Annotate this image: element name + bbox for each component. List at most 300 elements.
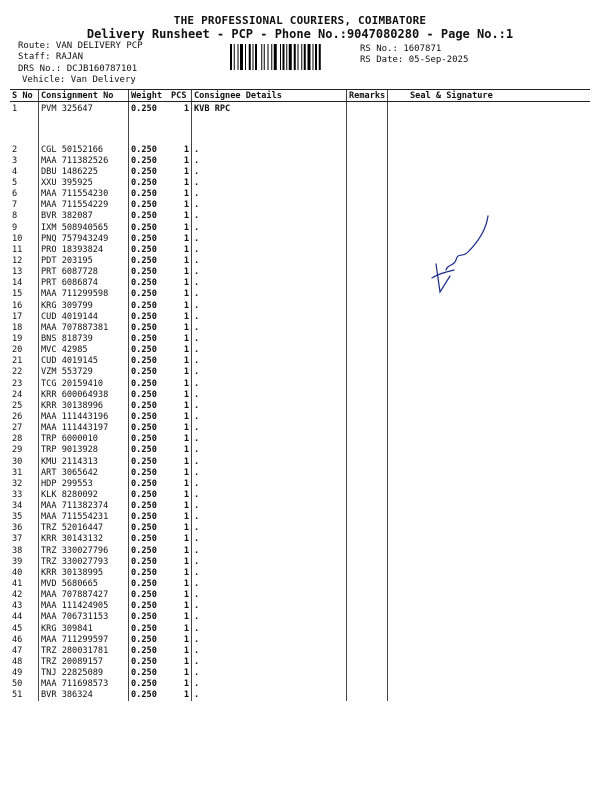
table-row (10, 177, 590, 188)
row-remarks (347, 668, 388, 679)
table-row (10, 601, 590, 612)
row-consignment: TRP 6000010 (39, 434, 129, 445)
row-consignment: MAA 707887381 (39, 322, 129, 333)
row-seal (388, 656, 591, 667)
row-consignee: . (192, 155, 347, 166)
row-sno: 42 (12, 590, 23, 601)
row-weight: 0.250 (129, 322, 170, 333)
row-consignee: . (192, 501, 347, 512)
row-seal (388, 567, 591, 578)
row-consignment: IXM 508940565 (39, 222, 129, 233)
row-seal (388, 144, 591, 155)
row-sno: 40 (12, 567, 23, 578)
row-weight: 0.250 (129, 668, 170, 679)
row-pcs: 1 (183, 400, 189, 411)
row-seal (388, 668, 591, 679)
row-pcs: 1 (183, 104, 189, 114)
row-consignee: . (192, 423, 347, 434)
row-weight: 0.250 (129, 645, 170, 656)
row-consignment: MAA 711554229 (39, 200, 129, 211)
row-sno: 24 (12, 389, 23, 400)
row-sno: 8 (12, 211, 18, 222)
row-consignment: TRZ 330027793 (39, 556, 129, 567)
row-remarks (347, 445, 388, 456)
row-consignment: DBU 1486225 (39, 166, 129, 177)
row-consignee: . (192, 523, 347, 534)
row-pcs: 1 (183, 278, 189, 289)
row-seal (388, 634, 591, 645)
row-consignee: . (192, 478, 347, 489)
table-row (10, 367, 590, 378)
row-consignee: . (192, 311, 347, 322)
row-sno: 23 (12, 378, 23, 389)
row-sno: 45 (12, 623, 23, 634)
row-seal (388, 200, 591, 211)
row-consignment: HDP 299553 (39, 478, 129, 489)
row-weight: 0.250 (129, 211, 170, 222)
row-consignment: MVC 42985 (39, 345, 129, 356)
row-sno: 21 (12, 356, 23, 367)
row-consignee: . (192, 189, 347, 200)
row-pcs: 1 (183, 690, 189, 701)
row-consignment: TRZ 330027796 (39, 545, 129, 556)
row-weight: 0.250 (129, 244, 170, 255)
row-pcs: 1 (183, 389, 189, 400)
row-pcs: 1 (183, 645, 189, 656)
table-row (10, 523, 590, 534)
row-sno: 47 (12, 645, 23, 656)
row-remarks (347, 434, 388, 445)
row-consignee: . (192, 255, 347, 266)
row-consignment: TRP 9013928 (39, 445, 129, 456)
table-row (10, 311, 590, 322)
row-seal (388, 445, 591, 456)
row-sno: 26 (12, 411, 23, 422)
row-weight: 0.250 (129, 567, 170, 578)
row-weight: 0.250 (129, 400, 170, 411)
row-seal (388, 545, 591, 556)
row-consignment: PRO 18393824 (39, 244, 129, 255)
row-seal (388, 411, 591, 422)
row-weight: 0.250 (129, 501, 170, 512)
table-row (10, 423, 590, 434)
row-consignment: KRR 30138996 (39, 400, 129, 411)
row-consignee: . (192, 590, 347, 601)
row-sno: 31 (12, 467, 23, 478)
staff-label: Staff: RAJAN (18, 52, 84, 62)
row-seal (388, 534, 591, 545)
row-seal (388, 489, 591, 500)
row-consignee: . (192, 166, 347, 177)
row-sno: 12 (12, 255, 23, 266)
row-pcs: 1 (183, 634, 189, 645)
row-consignment: CGL 50152166 (39, 144, 129, 155)
row-seal (388, 434, 591, 445)
row-remarks (347, 356, 388, 367)
row-pcs: 1 (183, 668, 189, 679)
table-row (10, 345, 590, 356)
row-consignee: . (192, 411, 347, 422)
table-row (10, 612, 590, 623)
row-consignee: . (192, 356, 347, 367)
row-remarks (347, 333, 388, 344)
row-consignee: . (192, 690, 347, 701)
row-consignee: . (192, 367, 347, 378)
row-sno: 32 (12, 478, 23, 489)
row-remarks (347, 567, 388, 578)
row-consignee: . (192, 445, 347, 456)
row-remarks (347, 523, 388, 534)
row-remarks (347, 578, 388, 589)
row-pcs: 1 (183, 311, 189, 322)
row-weight: 0.250 (129, 378, 170, 389)
barcode-image (230, 44, 356, 70)
row-weight: 0.250 (129, 612, 170, 623)
row-consignment: PDT 203195 (39, 255, 129, 266)
row-seal (388, 311, 591, 322)
row-pcs: 1 (183, 244, 189, 255)
row-consignee: . (192, 244, 347, 255)
row-consignment: BVR 382087 (39, 211, 129, 222)
row-consignee: . (192, 211, 347, 222)
row-consignee: . (192, 534, 347, 545)
table-row (10, 233, 590, 244)
row-pcs: 1 (183, 478, 189, 489)
row-consignee: . (192, 668, 347, 679)
row-remarks (347, 155, 388, 166)
row-consignment: PRT 6087728 (39, 267, 129, 278)
row-consignment: KRG 309841 (39, 623, 129, 634)
row-remarks (347, 556, 388, 567)
drs-number: DRS No.: DCJB160787101 (18, 64, 138, 74)
row-seal (388, 166, 591, 177)
row-pcs: 1 (183, 356, 189, 367)
row-sno: 5 (12, 177, 18, 188)
row-seal (388, 578, 591, 589)
row-pcs: 1 (183, 322, 189, 333)
row-consignment: PVM 325647 (39, 102, 129, 145)
row-sno: 37 (12, 534, 23, 545)
row-consignment: KRG 309799 (39, 300, 129, 311)
row-remarks (347, 189, 388, 200)
row-pcs: 1 (183, 523, 189, 534)
row-consignment: PRT 6086874 (39, 278, 129, 289)
row-weight: 0.250 (129, 222, 170, 233)
row-seal (388, 400, 591, 411)
row-consignment: MAA 711554230 (39, 189, 129, 200)
table-header-row (10, 90, 590, 102)
row-seal (388, 367, 591, 378)
row-consignment: CUD 4019144 (39, 311, 129, 322)
table-row (10, 400, 590, 411)
table-row (10, 467, 590, 478)
row-remarks (347, 456, 388, 467)
row-consignment: TCG 20159410 (39, 378, 129, 389)
row-weight: 0.250 (129, 623, 170, 634)
row-consignee: . (192, 556, 347, 567)
row-weight: 0.250 (129, 367, 170, 378)
row-seal (388, 690, 591, 701)
row-consignee: KVB RPC (192, 102, 347, 145)
row-sno: 7 (12, 200, 18, 211)
row-pcs: 1 (183, 222, 189, 233)
row-weight: 0.250 (129, 690, 170, 701)
col-weight: Weight (129, 90, 170, 102)
row-sno: 48 (12, 657, 23, 668)
row-remarks (347, 623, 388, 634)
row-remarks (347, 534, 388, 545)
handwritten-signature (428, 212, 498, 302)
row-consignment: MAA 707887427 (39, 590, 129, 601)
row-consignment: MAA 711382526 (39, 155, 129, 166)
row-pcs: 1 (183, 623, 189, 634)
row-pcs: 1 (183, 233, 189, 244)
row-pcs: 1 (183, 534, 189, 545)
table-row (10, 456, 590, 467)
table-row (10, 623, 590, 634)
row-sno: 35 (12, 512, 23, 523)
row-consignment: MAA 711382374 (39, 501, 129, 512)
row-consignee: . (192, 233, 347, 244)
runsheet-table (10, 89, 590, 701)
row-consignment: TRZ 280031781 (39, 645, 129, 656)
row-seal (388, 378, 591, 389)
row-remarks (347, 102, 388, 145)
row-consignment: KRR 30143132 (39, 534, 129, 545)
row-weight: 0.250 (129, 456, 170, 467)
row-consignee: . (192, 679, 347, 690)
row-remarks (347, 322, 388, 333)
table-row (10, 255, 590, 266)
row-consignment: TRZ 20089157 (39, 656, 129, 667)
row-seal (388, 423, 591, 434)
row-sno: 2 (12, 144, 18, 155)
table-row (10, 690, 590, 701)
row-weight: 0.250 (129, 467, 170, 478)
row-consignee: . (192, 456, 347, 467)
row-consignment: ART 3065642 (39, 467, 129, 478)
row-weight: 0.250 (129, 445, 170, 456)
table-row (10, 155, 590, 166)
col-remarks: Remarks (347, 90, 388, 102)
row-weight: 0.250 (129, 556, 170, 567)
row-pcs: 1 (183, 423, 189, 434)
row-seal (388, 177, 591, 188)
row-pcs: 1 (183, 267, 189, 278)
row-pcs: 1 (183, 189, 189, 200)
table-row (10, 501, 590, 512)
runsheet-subtitle: Delivery Runsheet - PCP - Phone No.:9047080280 - Page No.:1 (86, 27, 514, 41)
row-remarks (347, 222, 388, 233)
row-seal (388, 523, 591, 534)
table-row (10, 656, 590, 667)
row-seal (388, 345, 591, 356)
row-sno: 51 (12, 690, 23, 701)
row-consignment: KRR 30138995 (39, 567, 129, 578)
row-weight: 0.250 (129, 255, 170, 266)
row-remarks (347, 590, 388, 601)
row-sno: 16 (12, 300, 23, 311)
table-row (10, 102, 590, 145)
row-weight: 0.250 (129, 523, 170, 534)
row-sno: 1 (12, 104, 18, 114)
row-consignment: MAA 111424905 (39, 601, 129, 612)
row-consignee: . (192, 177, 347, 188)
table-row (10, 200, 590, 211)
row-consignee: . (192, 333, 347, 344)
table-row (10, 578, 590, 589)
row-consignee: . (192, 623, 347, 634)
row-weight: 0.250 (129, 102, 170, 145)
row-consignment: BNS 818739 (39, 333, 129, 344)
col-seal-signature: Seal & Signature (388, 90, 591, 102)
row-seal (388, 389, 591, 400)
row-weight: 0.250 (129, 411, 170, 422)
row-remarks (347, 200, 388, 211)
row-sno: 49 (12, 668, 23, 679)
row-remarks (347, 367, 388, 378)
table-row (10, 166, 590, 177)
row-remarks (347, 679, 388, 690)
row-consignment: MVD 5680665 (39, 578, 129, 589)
table-row (10, 411, 590, 422)
row-pcs: 1 (183, 556, 189, 567)
row-consignment: PNQ 757943249 (39, 233, 129, 244)
row-consignee: . (192, 578, 347, 589)
table-row (10, 489, 590, 500)
row-consignee: . (192, 634, 347, 645)
row-consignment: MAA 706731153 (39, 612, 129, 623)
row-seal (388, 322, 591, 333)
row-sno: 39 (12, 556, 23, 567)
row-seal (388, 189, 591, 200)
row-sno: 11 (12, 244, 23, 255)
row-pcs: 1 (183, 166, 189, 177)
row-pcs: 1 (183, 378, 189, 389)
row-sno: 10 (12, 233, 23, 244)
row-seal (388, 155, 591, 166)
row-remarks (347, 389, 388, 400)
row-sno: 13 (12, 267, 23, 278)
row-sno: 33 (12, 489, 23, 500)
row-pcs: 1 (183, 456, 189, 467)
row-sno: 38 (12, 545, 23, 556)
row-weight: 0.250 (129, 489, 170, 500)
row-pcs: 1 (183, 411, 189, 422)
rs-number: RS No.: 1607871 (360, 44, 442, 54)
row-remarks (347, 601, 388, 612)
row-consignee: . (192, 567, 347, 578)
row-sno: 6 (12, 189, 18, 200)
row-sno: 43 (12, 601, 23, 612)
row-weight: 0.250 (129, 233, 170, 244)
row-consignee: . (192, 345, 347, 356)
row-seal (388, 467, 591, 478)
col-sno: S No (10, 90, 39, 102)
row-sno: 30 (12, 456, 23, 467)
row-consignment: MAA 711299597 (39, 634, 129, 645)
row-pcs: 1 (183, 333, 189, 344)
row-consignee: . (192, 612, 347, 623)
col-consignment: Consignment No (39, 90, 129, 102)
row-pcs: 1 (183, 255, 189, 266)
row-weight: 0.250 (129, 200, 170, 211)
row-seal (388, 612, 591, 623)
row-seal (388, 333, 591, 344)
table-row (10, 189, 590, 200)
row-pcs: 1 (183, 345, 189, 356)
row-pcs: 1 (183, 489, 189, 500)
table-row (10, 333, 590, 344)
row-weight: 0.250 (129, 601, 170, 612)
row-pcs: 1 (183, 445, 189, 456)
table-row (10, 322, 590, 333)
row-weight: 0.250 (129, 578, 170, 589)
row-consignee: . (192, 322, 347, 333)
row-weight: 0.250 (129, 656, 170, 667)
table-row (10, 378, 590, 389)
row-remarks (347, 177, 388, 188)
row-weight: 0.250 (129, 177, 170, 188)
table-row (10, 567, 590, 578)
route-label: Route: VAN DELIVERY PCP (18, 41, 143, 51)
row-sno: 27 (12, 423, 23, 434)
row-consignee: . (192, 300, 347, 311)
row-sno: 28 (12, 434, 23, 445)
row-consignment: VZM 553729 (39, 367, 129, 378)
row-remarks (347, 690, 388, 701)
row-sno: 46 (12, 634, 23, 645)
row-pcs: 1 (183, 567, 189, 578)
table-row (10, 534, 590, 545)
row-remarks (347, 300, 388, 311)
row-sno: 9 (12, 222, 18, 233)
row-consignment: KMU 2114313 (39, 456, 129, 467)
row-remarks (347, 489, 388, 500)
row-consignment: MAA 711554231 (39, 512, 129, 523)
row-remarks (347, 634, 388, 645)
row-seal (388, 645, 591, 656)
row-consignment: KLK 8280092 (39, 489, 129, 500)
row-consignee: . (192, 400, 347, 411)
row-remarks (347, 211, 388, 222)
row-sno: 4 (12, 166, 18, 177)
row-seal (388, 478, 591, 489)
row-sno: 41 (12, 579, 23, 590)
row-consignee: . (192, 601, 347, 612)
row-weight: 0.250 (129, 144, 170, 155)
row-consignment: TRZ 52016447 (39, 523, 129, 534)
table-row (10, 556, 590, 567)
row-consignment: MAA 111443196 (39, 411, 129, 422)
row-consignee: . (192, 267, 347, 278)
row-weight: 0.250 (129, 423, 170, 434)
row-consignee: . (192, 512, 347, 523)
row-sno: 3 (12, 155, 18, 166)
row-remarks (347, 656, 388, 667)
col-pcs: PCS (169, 90, 192, 102)
row-consignee: . (192, 489, 347, 500)
row-remarks (347, 501, 388, 512)
row-seal (388, 501, 591, 512)
row-sno: 25 (12, 400, 23, 411)
row-weight: 0.250 (129, 478, 170, 489)
row-weight: 0.250 (129, 166, 170, 177)
table-row (10, 590, 590, 601)
row-seal (388, 601, 591, 612)
row-weight: 0.250 (129, 289, 170, 300)
row-seal (388, 356, 591, 367)
